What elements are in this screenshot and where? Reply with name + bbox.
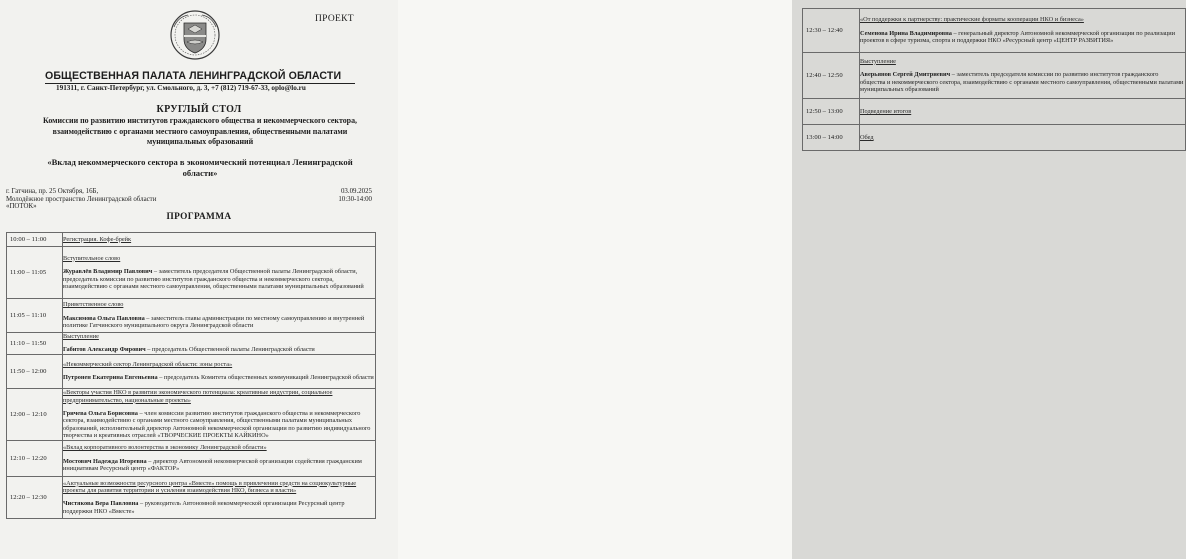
schedule-time: 11:00 – 11:05 — [7, 247, 63, 299]
schedule-item — [63, 440, 376, 476]
leningrad-oblast-coat-of-arms-icon — [162, 9, 228, 61]
schedule-item — [860, 9, 1186, 53]
speaker-name: Семенова Ирина Владимировна — [860, 29, 952, 37]
item-topic: Выступление — [63, 333, 99, 340]
speaker-role: – заместитель председателя комиссии по развитию институтов гражданского общества и некоммерческого сектора, взаимодействию с органами местного самоуправления, общественными палатами муниципальных образований — [860, 71, 1184, 93]
speaker — [63, 458, 375, 473]
schedule-row — [7, 440, 376, 476]
organization-address: 191311, г. Санкт-Петербург, ул. Смольного, д. 3, +7 (812) 719-67-33, oplo@lo.ru — [56, 84, 306, 92]
schedule-row — [803, 53, 1186, 99]
schedule-item — [63, 233, 376, 247]
speaker-name: Путронен Екатерина Евгеньевна — [63, 374, 158, 382]
schedule-row — [803, 9, 1186, 53]
schedule-time: 11:50 – 12:00 — [7, 354, 63, 388]
speaker — [63, 346, 375, 353]
schedule-row — [803, 125, 1186, 151]
schedule-row — [7, 299, 376, 333]
schedule-time: 12:40 – 12:50 — [803, 53, 860, 99]
speaker — [63, 315, 375, 330]
speaker-role: – заместитель председателя Общественной палаты Ленинградской области, председатель комиссии по развитию институтов гражданского общества и некоммерческого сектора, взаимодействию с органами местного самоуправления, общественными палатами муниципальных образований — [63, 268, 364, 290]
schedule-item — [63, 388, 376, 440]
schedule-row — [7, 333, 376, 355]
speaker-name: Гричева Ольга Борисовна — [63, 409, 138, 417]
schedule-time: 12:20 – 12:30 — [7, 476, 63, 518]
schedule-item — [63, 354, 376, 388]
speaker-name: Мостович Надежда Игоревна — [63, 457, 147, 465]
schedule-item — [63, 333, 376, 355]
schedule-row — [7, 247, 376, 299]
schedule-item — [63, 476, 376, 518]
schedule-row — [7, 388, 376, 440]
schedule-time: 11:10 – 11:50 — [7, 333, 63, 355]
schedule-table-continued — [802, 8, 1186, 151]
item-topic: «Актуальные возможности ресурсного центра «Вместе» помощь в привлечении средств на социокультурные проекты для развития территории и усиления взаимодействия НКО, бизнеса и власти» — [63, 479, 357, 494]
item-topic: Вступительное слово — [63, 254, 121, 262]
schedule-time: 12:30 – 12:40 — [803, 9, 860, 53]
venue-line: Молодёжное пространство Ленинградской области — [6, 195, 157, 203]
event-datetime — [328, 188, 372, 203]
item-topic: Обед — [860, 133, 874, 141]
speaker-role: – генеральный директор Автономной некоммерческой организации по реализации проектов в сфере туризма, спорта и поддержки НКО «Ресурсный центр «ЦЕНТР РАЗВИТИЯ» — [860, 29, 1175, 45]
event-venue — [6, 188, 156, 211]
speaker — [63, 374, 375, 381]
schedule-time: 13:00 – 14:00 — [803, 125, 860, 151]
event-date: 03.09.2025 — [340, 188, 372, 195]
schedule-row — [7, 476, 376, 518]
item-topic: Приветственное слово — [63, 301, 124, 309]
speaker-name: Аверьянов Сергей Дмитриевич — [860, 71, 951, 79]
program-page-right — [398, 0, 1184, 559]
item-topic: Подведение итогов — [860, 107, 912, 115]
speaker-role: – председатель Общественной палаты Ленинградской области — [145, 346, 315, 354]
schedule-time: 12:10 – 12:20 — [7, 440, 63, 476]
venue-line: г. Гатчина, пр. 25 Октября, 16Б, — [6, 188, 99, 195]
schedule-table — [6, 232, 376, 519]
event-title: КРУГЛЫЙ СТОЛ — [156, 104, 242, 115]
item-topic: «Некоммерческий сектор Ленинградской области: зоны роста» — [63, 360, 233, 368]
speaker-role: – руководитель Автономной некоммерческой организации Ресурсный центр поддержки НКО «Вместе» — [63, 500, 345, 515]
item-topic: «Вклад корпоративного волонтерства в экономику Ленинградской области» — [63, 444, 267, 452]
item-topic: «От поддержки к партнерству: практические форматы кооперации НКО и бизнеса» — [860, 16, 1084, 24]
event-time: 10:30-14:00 — [338, 195, 372, 203]
speaker-role: – заместитель главы администрации по местному самоуправлению и внутренней политике Гатчинского муниципального округа Ленинградской области — [63, 314, 365, 330]
schedule-time: 12:50 – 13:00 — [803, 99, 860, 125]
schedule-time: 12:00 – 12:10 — [7, 388, 63, 440]
schedule-time: 10:00 – 11:00 — [7, 233, 63, 247]
document-status: ПРОЕКТ — [315, 14, 354, 24]
schedule-item — [860, 125, 1186, 151]
schedule-item — [860, 99, 1186, 125]
item-topic: Выступление — [860, 57, 896, 65]
schedule-item — [63, 299, 376, 333]
speaker-role: – член комиссии развитию институтов гражданского общества и некоммерческого сектора, взаимодействию с органами местного самоуправления, общественными палатами муниципальных образований, исполнительный директор Автономной некоммерческой организации по развитию индивидуального творчества и креативных отраслей «ТВОРЧЕСКИЕ ПРОЕКТЫ КАЙКИНО» — [63, 409, 371, 440]
speaker — [860, 71, 1185, 93]
schedule-row — [803, 99, 1186, 125]
schedule-row — [7, 354, 376, 388]
program-page-left — [0, 0, 398, 559]
speaker-role: – председатель Комитета общественных коммуникаций Ленинградской области — [157, 374, 374, 382]
venue-line: «ПОТОК» — [6, 203, 37, 211]
speaker — [63, 410, 375, 440]
event-subtitle: Комиссии по развитию институтов гражданского общества и некоммерческого сектора, взаимодействию с органами местного самоуправления, общественными палатами муниципальных образований — [43, 116, 357, 147]
schedule-time: 11:05 – 11:10 — [7, 299, 63, 333]
speaker — [63, 500, 375, 515]
item-topic: «Векторы участия НКО в развитии экономического потенциала: креативные индустрии, социальное предпринимательство, национальные проекты» — [63, 389, 333, 404]
program-heading: ПРОГРАММА — [166, 212, 232, 222]
speaker — [860, 30, 1185, 45]
speaker-name: Габитов Александр Фирович — [63, 346, 146, 354]
speaker-role: – директор Автономной некоммерческой организации содействия гражданским инициативам Ресурсный центр «ФАКТОР» — [63, 457, 362, 473]
organization-name: ОБЩЕСТВЕННАЯ ПАЛАТА ЛЕНИНГРАДСКОЙ ОБЛАСТИ — [45, 70, 355, 84]
speaker-name: Чистякова Вера Павловна — [63, 500, 139, 508]
speaker — [63, 268, 375, 290]
schedule-row — [7, 233, 376, 247]
speaker-name: Максимова Ольга Павловна — [63, 314, 145, 322]
item-topic: Регистрация. Кофе-брейк — [63, 235, 132, 243]
speaker-name: Журавлёв Владимир Павлович — [63, 268, 153, 276]
schedule-item — [63, 247, 376, 299]
event-theme: «Вклад некоммерческого сектора в экономический потенциал Ленинградской области» — [47, 157, 353, 178]
schedule-item — [860, 53, 1186, 99]
